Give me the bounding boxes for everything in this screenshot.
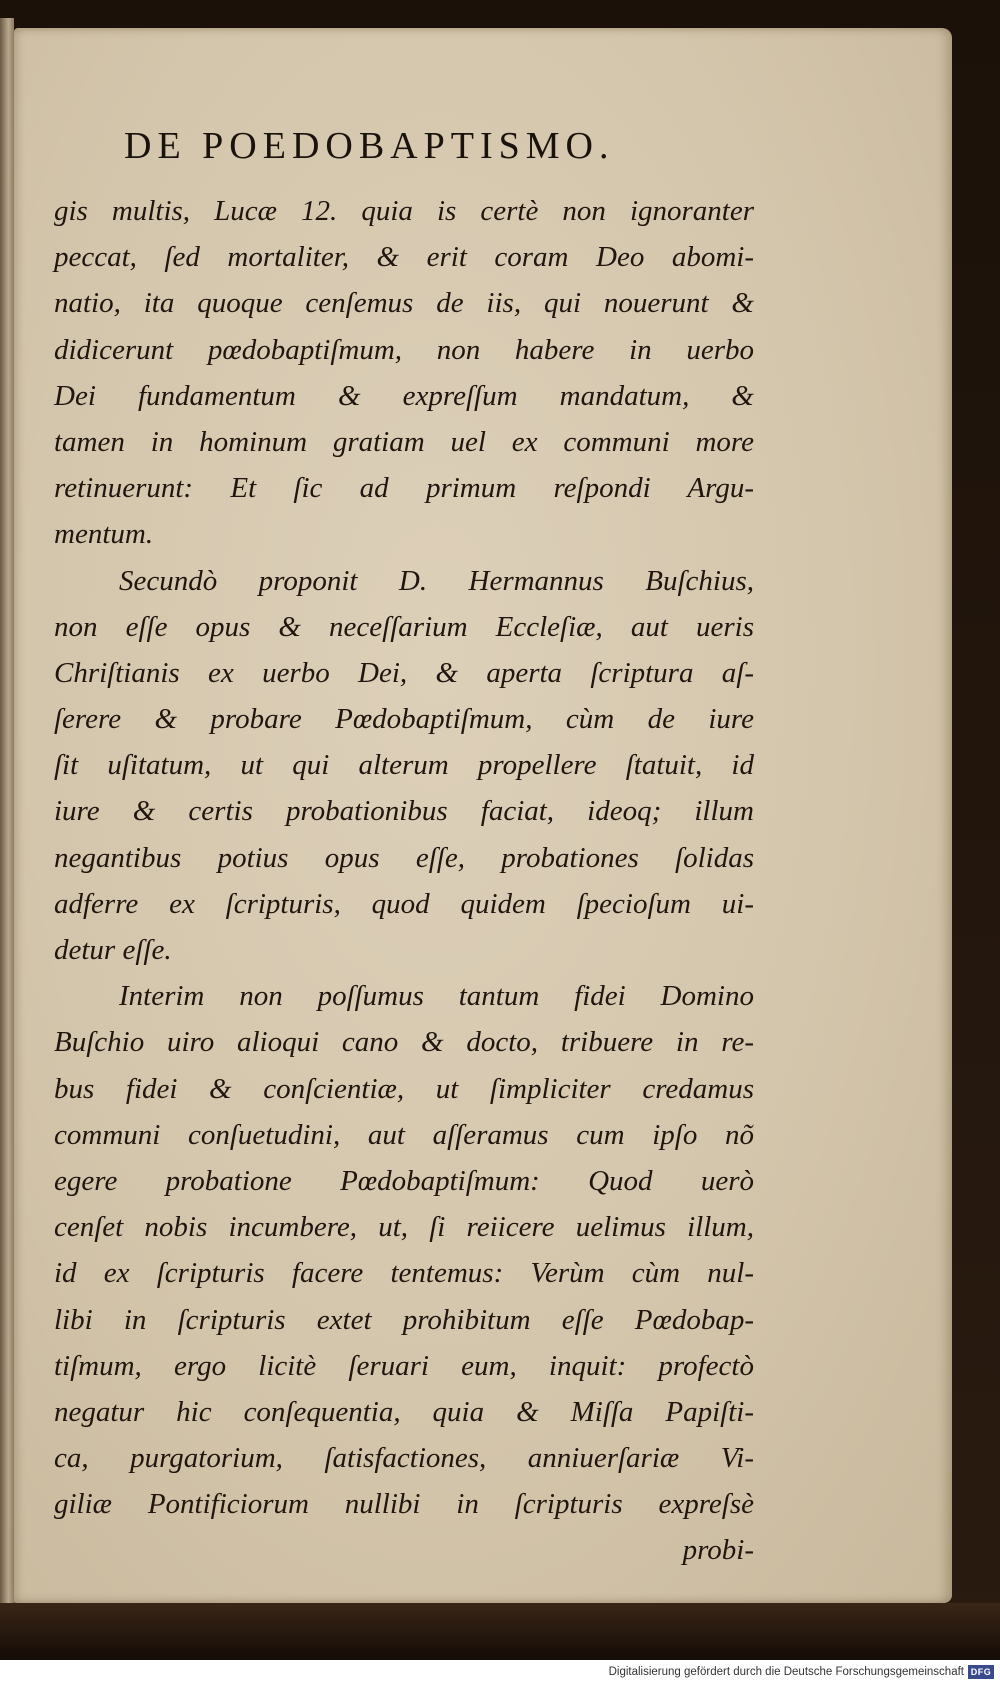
text-line: egere probatione Pœdobaptiſmum: Quod uerò <box>54 1164 754 1197</box>
text-line: tamen in hominum gratiam uel ex communi more <box>54 425 754 458</box>
text-line: natio, ita quoque cenſemus de iis, qui nouerunt & <box>54 287 754 320</box>
text-line: libi in ſcripturis extet prohibitum eſſe Pœdobap- <box>54 1303 754 1336</box>
book-page <box>14 28 952 1603</box>
text-line: non eſſe opus & neceſſarium Eccleſiæ, aut ueris <box>54 610 754 643</box>
text-line: adferre ex ſcripturis, quod quidem ſpecioſum ui- <box>54 887 754 920</box>
text-line: tiſmum, ergo licitè ſeruari eum, inquit: profectò <box>54 1349 754 1382</box>
scan-bottom-edge <box>0 1603 1000 1660</box>
funding-credit: Digitalisierung gefördert durch die Deutsche Forschungsgemeinschaft <box>608 1666 964 1678</box>
text-line: bus fidei & conſcientiæ, ut ſimpliciter credamus <box>54 1072 754 1105</box>
dfg-logo-icon: DFG <box>968 1665 994 1679</box>
text-line: negantibus potius opus eſſe, probationes ſolidas <box>54 841 754 874</box>
text-line: id ex ſcripturis facere tentemus: Verùm cùm nul- <box>54 1257 754 1290</box>
text-line: mentum. <box>54 518 154 551</box>
text-line: negatur hic conſequentia, quia & Miſſa Papiſti- <box>54 1395 754 1428</box>
text-line: ſerere & probare Pœdobaptiſmum, cùm de iure <box>54 703 754 736</box>
digitization-footer <box>0 1660 1000 1685</box>
text-line: peccat, ſed mortaliter, & erit coram Deo abomi- <box>54 241 754 274</box>
text-line: Dei fundamentum & expreſſum mandatum, & <box>54 379 754 412</box>
text-line: giliæ Pontificiorum nullibi in ſcripturis expreſsè <box>54 1488 754 1521</box>
text-line: Secundò proponit D. Hermannus Buſchius, <box>119 564 754 597</box>
text-line: iure & certis probationibus faciat, ideoq; illum <box>54 795 754 828</box>
text-line: gis multis, Lucæ 12. quia is certè non ignoranter <box>54 195 754 227</box>
text-line: communi conſuetudini, aut aſſeramus cum ipſo nõ <box>54 1118 754 1151</box>
text-line: ſit uſitatum, ut qui alterum propellere ſtatuit, id <box>54 749 754 782</box>
text-line: Interim non poſſumus tantum fidei Domino <box>119 980 754 1013</box>
body-text <box>54 188 754 1574</box>
catchword: probi- <box>682 1534 754 1567</box>
book-edge <box>0 18 14 1603</box>
text-line: Chriſtianis ex uerbo Dei, & aperta ſcriptura aſ- <box>54 656 754 689</box>
text-line: Buſchio uiro alioqui cano & docto, tribuere in re- <box>54 1026 754 1059</box>
text-line: cenſet nobis incumbere, ut, ſi reiicere uelimus illum, <box>54 1211 754 1244</box>
text-line: retinuerunt: Et ſic ad primum reſpondi Argu- <box>54 472 754 505</box>
text-line: didicerunt pœdobaptiſmum, non habere in uerbo <box>54 333 754 366</box>
running-head: DE POEDOBAPTISMO. <box>124 125 615 167</box>
text-line: ca, purgatorium, ſatisfactiones, anniuerſariæ Vi- <box>54 1442 754 1475</box>
text-line: detur eſſe. <box>54 934 172 966</box>
